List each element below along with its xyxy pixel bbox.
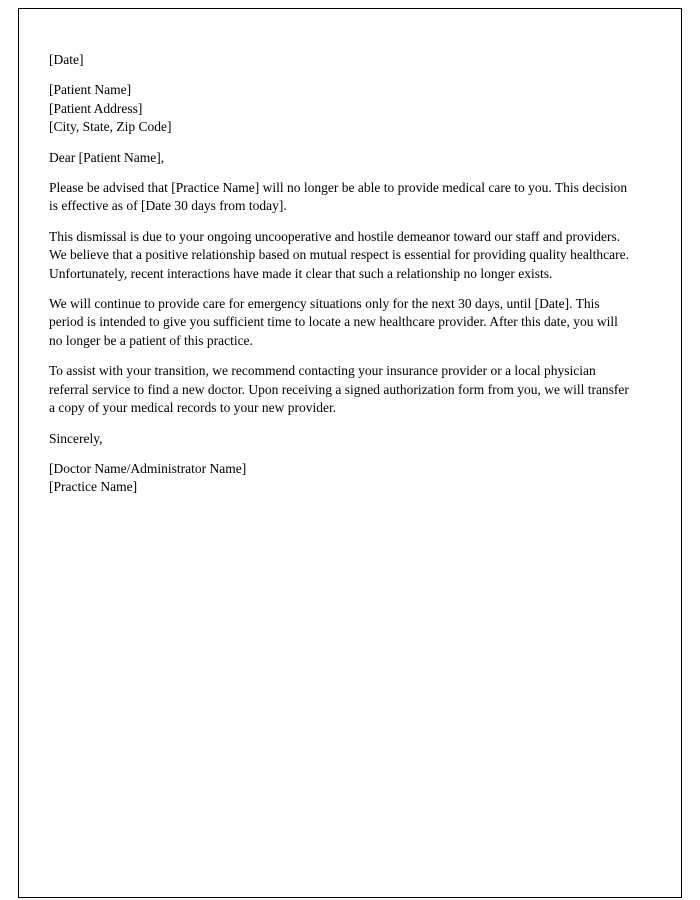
signature-block [49, 460, 633, 497]
letter-date: [Date] [49, 52, 84, 67]
paragraph-reason: This dismissal is due to your ongoing uncooperative and hostile demeanor toward our staff and providers. We believe that a positive relationship based on mutual respect is essential for providing quality healthcare. Unfortunately, recent interactions have made it clear that such a relationship no longer exists. [49, 228, 629, 281]
recipient-address: [Patient Address] [49, 100, 143, 116]
paragraph-emergency-care: We will continue to provide care for emergency situations only for the next 30 days, until [Date]. This period is intended to give you sufficient time to locate a new healthcare provider. After this date, you will no longer be a patient of this practice. [49, 296, 618, 348]
letter-body [49, 51, 633, 497]
signature-practice: [Practice Name] [49, 479, 138, 495]
paragraph-transition: To assist with your transition, we recommend contacting your insurance provider or a local physician referral service to find a new doctor. Upon receiving a signed authorization form from you, we will transfer a copy of your medical records to your new provider. [49, 363, 629, 416]
salutation: Dear [Patient Name], [49, 149, 165, 165]
letter-page [18, 8, 682, 898]
recipient-name: [Patient Name] [49, 82, 132, 98]
recipient-city-state-zip: [City, State, Zip Code] [49, 119, 172, 135]
signature-name: [Doctor Name/Administrator Name] [49, 460, 247, 476]
paragraph-notice: Please be advised that [Practice Name] will no longer be able to provide medical care to you. This decision is effective as of [Date 30 days from today]. [49, 180, 628, 214]
closing: Sincerely, [49, 430, 103, 446]
recipient-block [49, 81, 633, 136]
